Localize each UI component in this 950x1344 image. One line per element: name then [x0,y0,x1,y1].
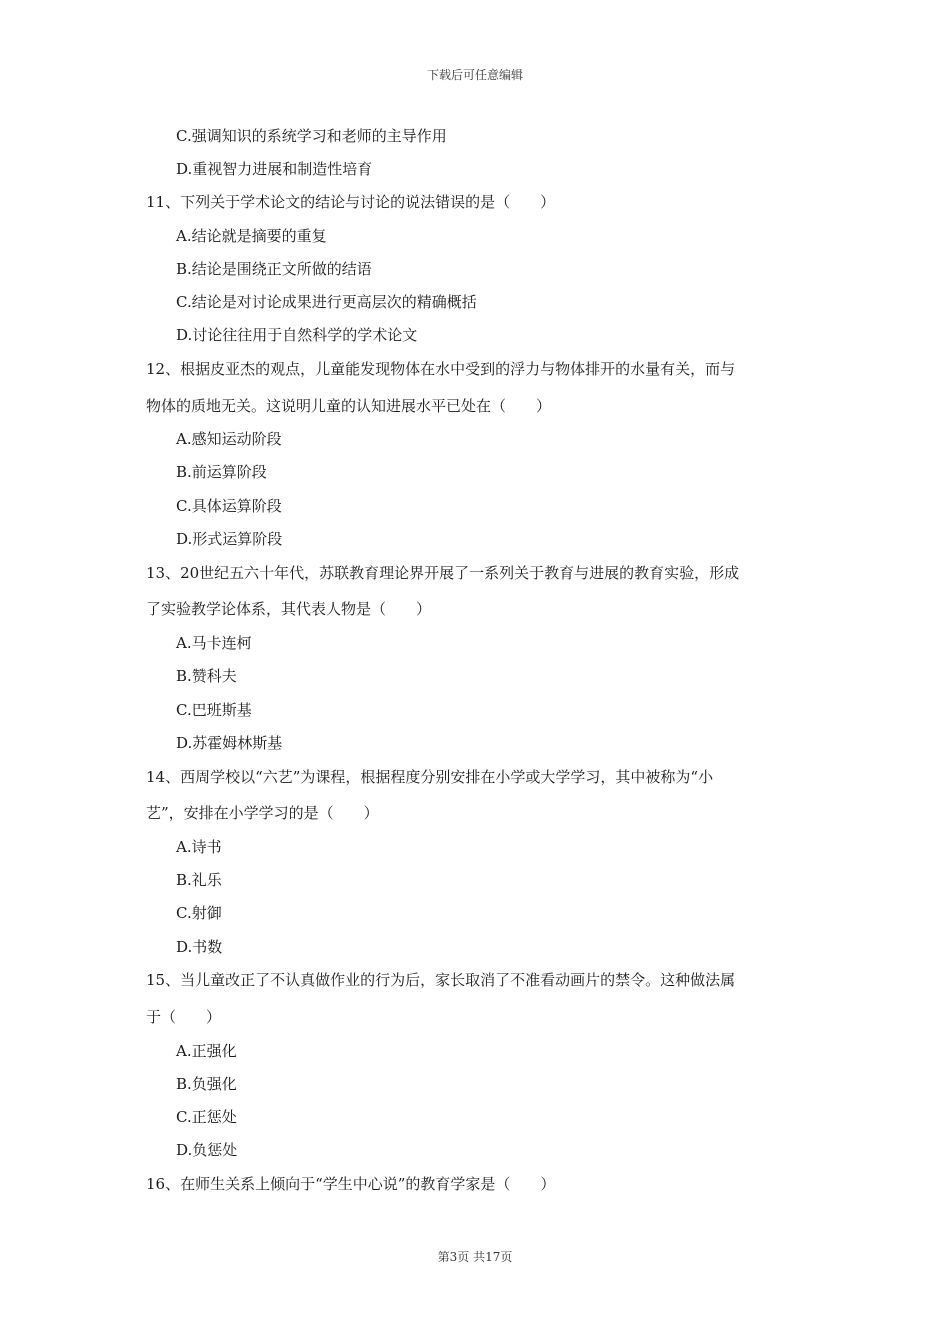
option-line: C.具体运算阶段 [176,497,282,515]
question-13-text: 13、20世纪五六十年代，苏联教育理论界开展了一系列关于教育与进展的教育实验，形成 [146,564,740,582]
question-15-text-cont: 于（ ） [146,1008,222,1026]
option-line: C.巴班斯基 [176,701,252,719]
question-12-text-cont: 物体的质地无关。这说明儿童的认知进展水平已处在（ ） [146,397,552,415]
page-number: 第3页 共17页 [437,1250,513,1264]
option-line: B.负强化 [176,1075,237,1093]
option-line: B.赞科夫 [176,667,237,685]
question-11-text: 11、下列关于学术论文的结论与讨论的说法错误的是（ ） [146,193,556,211]
option-line: D.苏霍姆林斯基 [176,734,283,752]
option-line: D.讨论往往用于自然科学的学术论文 [176,326,418,344]
question-14-text-cont: 艺”，安排在小学学习的是（ ） [146,804,379,822]
option-line: B.礼乐 [176,871,222,889]
option-line: C.结论是对讨论成果进行更高层次的精确概括 [176,293,477,311]
page-header: 下载后可任意编辑 [426,68,523,82]
question-13-text-cont: 了实验教学论体系，其代表人物是（ ） [146,600,432,618]
option-line: B.结论是围绕正文所做的结语 [176,260,372,278]
option-line: C.强调知识的系统学习和老师的主导作用 [176,127,447,145]
question-12-text: 12、根据皮亚杰的观点，儿童能发现物体在水中受到的浮力与物体排开的水量有关，而与 [146,360,736,378]
option-line: C.射御 [176,904,222,922]
question-16-text: 16、在师生关系上倾向于“学生中心说”的教育学家是（ ） [146,1175,556,1193]
option-line: D.书数 [176,938,223,956]
question-15-text: 15、当儿童改正了不认真做作业的行为后，家长取消了不准看动画片的禁令。这种做法属 [146,971,736,989]
question-14-text: 14、西周学校以“六艺”为课程，根据程度分别安排在小学或大学学习，其中被称为“小 [146,768,714,786]
option-line: B.前运算阶段 [176,463,267,481]
option-line: A.诗书 [176,838,222,856]
option-line: D.负惩处 [176,1141,238,1159]
option-line: D.重视智力进展和制造性培育 [176,160,373,178]
option-line: A.马卡连柯 [176,634,252,652]
option-line: A.结论就是摘要的重复 [176,227,327,245]
option-line: A.正强化 [176,1042,237,1060]
option-line: A.感知运动阶段 [176,430,282,448]
option-line: C.正惩处 [176,1108,237,1126]
option-line: D.形式运算阶段 [176,530,283,548]
